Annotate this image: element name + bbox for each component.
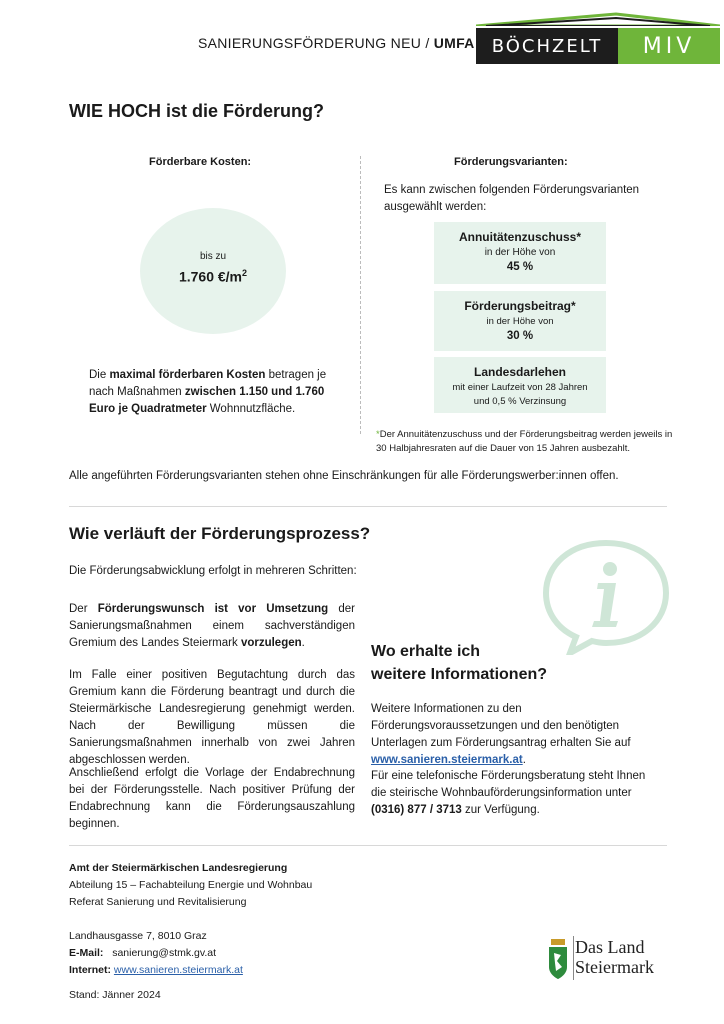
circle-amount-sup: 2 <box>242 268 248 278</box>
para-bold: maximal förderbaren Kosten <box>109 369 266 381</box>
footer-org: Amt der Steiermärkischen Landesregierung <box>69 862 288 874</box>
footnote-star: * <box>376 429 380 440</box>
para-text: Für eine telefonische Förderungsberatung steht Ihnen die steirische Wohnbauförderungsinformation unter <box>371 770 646 799</box>
para-text: Die <box>89 369 110 381</box>
steiermark-panther-crest-icon <box>547 937 569 981</box>
roof-icon <box>476 12 720 26</box>
section-divider <box>69 506 667 507</box>
steiermark-logo <box>547 935 657 985</box>
circle-amount-text: 1.760 €/m <box>178 268 243 285</box>
vertical-divider <box>360 156 361 434</box>
logo-line-2: Steiermark <box>575 957 654 977</box>
header-title-bold: UMFA <box>433 35 475 51</box>
para-text: zur Verfügung. <box>461 804 540 816</box>
section-heading-prozess: Wie verläuft der Förderungsprozess? <box>69 524 371 543</box>
varianten-intro: Es kann zwischen folgenden Förderungsvarianten ausgewählt werden: <box>384 184 640 213</box>
variant-box-annuitaetenzuschuss <box>434 222 606 284</box>
prozess-step-3: Anschließend erfolgt die Vorlage der Endabrechnung bei der Förderungsstelle. Nach positiver Prüfung der Endabrechnung kann die Förderungsauszahlung beginnen. <box>69 767 355 830</box>
web-label: Internet: <box>69 964 111 976</box>
para-text: . <box>301 637 305 649</box>
variant-sub: mit einer Laufzeit von 28 Jahren <box>452 382 588 393</box>
variant-value: 30 % <box>506 330 534 342</box>
para-text: Weitere Informationen zu den Förderungsvoraussetzungen und den benötigten Unterlagen zum Förderungsantrag erhalten Sie auf <box>371 703 631 749</box>
footer-divider <box>69 845 667 846</box>
para-bold: zwischen 1.150 und 1.760 Euro je Quadratmeter <box>89 386 325 415</box>
footer-address <box>69 860 312 1004</box>
variant-title: Landesdarlehen <box>473 365 567 379</box>
section-heading-foerderhoehe: WIE HOCH ist die Förderung? <box>69 101 324 121</box>
phone-number: (0316) 877 / 3713 <box>371 804 462 816</box>
footer-ref: Referat Sanierung und Revitalisierung <box>69 896 247 908</box>
logo-right-text: MIV <box>618 28 720 64</box>
logo-line-1: Das Land <box>575 937 645 957</box>
footer-email-row <box>69 945 312 962</box>
header-title <box>198 35 475 51</box>
footnote-text: Der Annuitätenzuschuss und der Förderungsbeitrag werden jeweils in 30 Halbjahresraten auf die Dauer von 15 Jahren ausbezahlt. <box>376 429 673 454</box>
footer-dept: Abteilung 15 – Fachabteilung Energie und Wohnbau <box>69 879 313 891</box>
all-variants-note: Alle angeführten Förderungsvarianten stehen ohne Einschränkungen für alle Förderungswerber:innen offen. <box>69 470 619 482</box>
footer-date: Stand: Jänner 2024 <box>69 989 161 1001</box>
para-text: betragen je nach Maßnahmen <box>89 369 327 398</box>
info-heading <box>371 640 547 686</box>
foerderbare-kosten-label: Förderbare Kosten: <box>149 156 252 168</box>
logo-left-text: BÖCHZELT <box>476 28 618 64</box>
footer-website-link[interactable]: www.sanieren.steiermark.at <box>113 964 243 976</box>
variant-title: Annuitätenzuschuss* <box>458 230 581 244</box>
para-bold: Förderungswunsch ist vor Umsetzung <box>97 603 329 615</box>
circle-small-text: bis zu <box>199 251 227 262</box>
boechzelt-logo <box>476 12 720 58</box>
para-text: . <box>522 754 526 766</box>
info-heading-line-2: weitere Informationen? <box>371 666 548 683</box>
variant-sub: in der Höhe von <box>486 316 554 327</box>
footnote <box>376 428 676 456</box>
footer-web-row <box>69 962 312 979</box>
max-cost-paragraph <box>89 367 337 418</box>
para-bold: vorzulegen <box>240 637 302 649</box>
info-paragraph-2 <box>371 768 661 819</box>
variant-value: 45 % <box>506 261 534 273</box>
variant-sub: in der Höhe von <box>484 247 556 258</box>
website-link[interactable]: www.sanieren.steiermark.at <box>371 754 523 766</box>
info-paragraph-1 <box>371 701 661 769</box>
foerderungsvarianten-label: Förderungsvarianten: <box>454 156 568 168</box>
para-text: Wohnnutzfläche. <box>206 403 296 415</box>
header-title-normal: SANIERUNGSFÖRDERUNG NEU / <box>198 35 434 51</box>
variant-title: Förderungsbeitrag* <box>464 299 576 313</box>
info-icon <box>540 537 672 655</box>
variant-box-foerderungsbeitrag <box>434 291 606 351</box>
logo-separator <box>573 936 574 980</box>
circle-amount <box>140 268 286 285</box>
para-text: der Sanierungsmaßnahmen einem sachverständigen Gremium des Landes Steiermark <box>69 603 355 649</box>
footer-street: Landhausgasse 7, 8010 Graz <box>69 930 207 942</box>
info-heading-line-1: Wo erhalte ich <box>371 643 481 660</box>
email-value[interactable]: sanierung@stmk.gv.at <box>112 947 217 959</box>
para-text: Der <box>69 603 98 615</box>
logo-text <box>575 937 654 977</box>
variant-sub-2: und 0,5 % Verzinsung <box>473 396 567 407</box>
prozess-step-1 <box>69 601 355 652</box>
email-label: E-Mail: <box>69 947 104 959</box>
prozess-step-2: Im Falle einer positiven Begutachtung durch das Gremium kann die Förderung beantragt und durch die Steiermärkische Landesregierung genehmigt werden. Nach der Bewilligung müssen die Sanierungsmaßnahmen innerhalb von zwei Jahren abgeschlossen werden. <box>69 669 355 766</box>
prozess-intro: Die Förderungsabwicklung erfolgt in mehreren Schritten: <box>69 565 357 577</box>
variant-box-landesdarlehen <box>434 357 606 413</box>
